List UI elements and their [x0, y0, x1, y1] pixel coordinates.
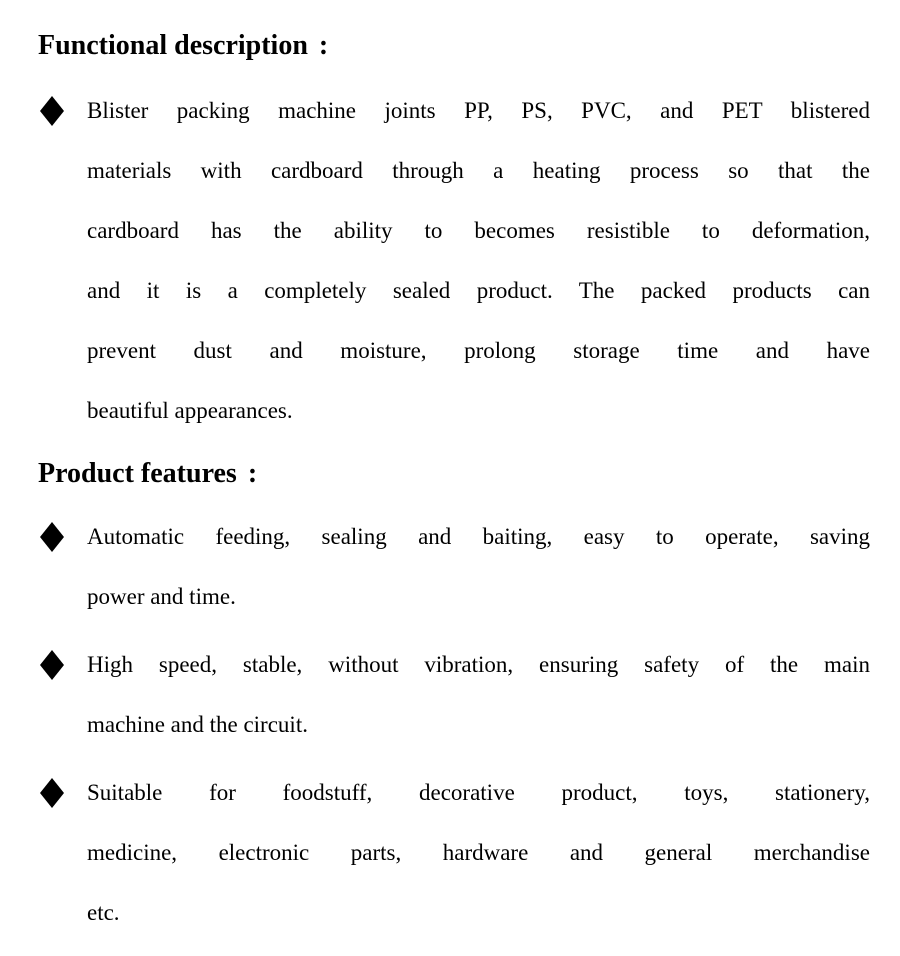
paragraph	[87, 81, 870, 441]
paragraph	[87, 507, 870, 627]
diamond-bullet-icon	[40, 778, 64, 808]
text-line: etc.	[87, 900, 120, 925]
text-line: High speed, stable, without vibration, ensuring safety of the main	[87, 652, 870, 677]
feature-bullet-item	[38, 507, 900, 627]
functional-bullet-item	[38, 81, 900, 441]
diamond-bullet-icon	[40, 96, 64, 126]
text-line: Blister packing machine joints PP, PS, PVC, and PET blistered	[87, 98, 870, 123]
fullwidth-colon: :	[318, 30, 329, 61]
text-line: and it is a completely sealed product. The packed products can	[87, 278, 870, 303]
text-line: Automatic feeding, sealing and baiting, easy to operate, saving	[87, 524, 870, 549]
heading-label: Functional description	[38, 30, 308, 61]
diamond-bullet-icon	[40, 650, 64, 680]
heading-label: Product features	[38, 458, 237, 489]
text-line: Suitable for foodstuff, decorative product, toys, stationery,	[87, 780, 870, 805]
text-line: cardboard has the ability to becomes resistible to deformation,	[87, 218, 870, 243]
text-line: medicine, electronic parts, hardware and general merchandise	[87, 840, 870, 865]
feature-bullet-item	[38, 763, 900, 943]
text-line: materials with cardboard through a heating process so that the	[87, 158, 870, 183]
diamond-bullet-icon	[40, 522, 64, 552]
text-line: beautiful appearances.	[87, 398, 293, 423]
paragraph	[87, 635, 870, 755]
feature-bullet-item	[38, 635, 900, 755]
text-line: prevent dust and moisture, prolong storage time and have	[87, 338, 870, 363]
paragraph	[87, 763, 870, 943]
product-features-heading	[38, 452, 900, 496]
functional-description-heading	[38, 24, 900, 68]
fullwidth-colon: :	[247, 458, 258, 489]
text-line: machine and the circuit.	[87, 712, 308, 737]
text-line: power and time.	[87, 584, 236, 609]
